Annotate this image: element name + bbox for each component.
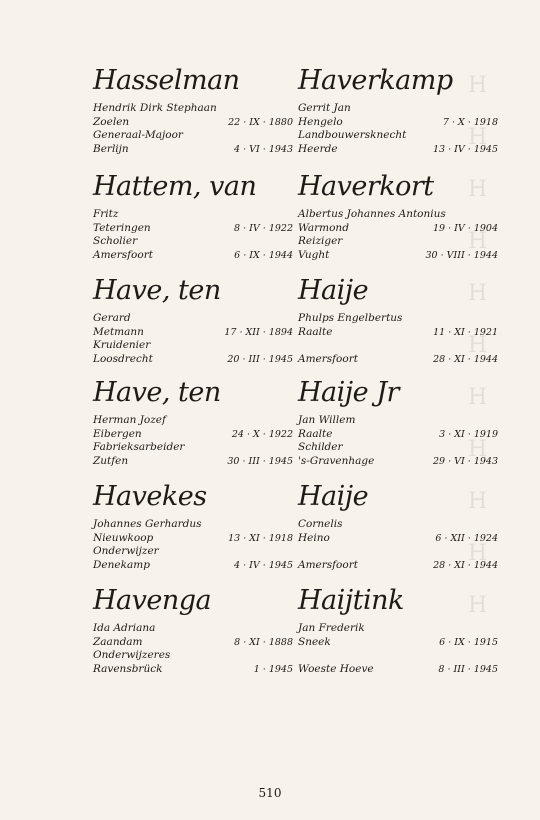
entry-haije-cornelis	[298, 482, 498, 572]
surname-heading: Haijtink	[298, 585, 404, 616]
occupation: Kruidenier	[93, 339, 151, 351]
given-names: Ida Adriana	[93, 622, 156, 634]
occupation: Generaal-Majoor	[93, 129, 183, 141]
birth-date: 17 · XII · 1894	[224, 326, 293, 338]
entry-haverkamp	[298, 66, 498, 156]
death-date: 28 · XI · 1944	[433, 353, 498, 365]
page-number: 510	[258, 786, 282, 800]
occupation: Schilder	[298, 441, 343, 453]
birth-place: Raalte 3 · XI · 1919	[298, 427, 498, 440]
surname-heading: Haije	[298, 275, 369, 306]
birth-date: 6 · XII · 1924	[435, 532, 498, 544]
surname-heading: Haije Jr	[298, 377, 399, 408]
given-names: Jan Frederik	[298, 622, 365, 634]
occupation: Onderwijzer	[93, 545, 159, 557]
given-names: Hendrik Dirk Stephaan	[93, 102, 217, 114]
death-date: 29 · VI · 1943	[433, 455, 498, 467]
death-place: Heerde 13 · IV · 1945	[298, 142, 498, 155]
surname-heading: Hattem, van	[93, 171, 257, 202]
birth-date: 24 · X · 1922	[231, 428, 293, 440]
given-names: Phulps Engelbertus	[298, 312, 403, 324]
occupation: Fabrieksarbeider	[93, 441, 185, 453]
death-date: 30 · VIII · 1944	[425, 249, 498, 261]
given-names: Albertus Johannes Antonius	[298, 208, 446, 220]
death-place: Denekamp 4 · IV · 1945	[93, 558, 293, 571]
death-place: Vught 30 · VIII · 1944	[298, 248, 498, 261]
birth-date: 11 · XI · 1921	[433, 326, 498, 338]
birth-place: Zaandam 8 · XI · 1888	[93, 635, 293, 648]
death-place: 's-Gravenhage 29 · VI · 1943	[298, 454, 498, 467]
occupation	[298, 545, 498, 559]
entry-hasselman	[93, 66, 293, 156]
birth-place: Warmond 19 · IV · 1904	[298, 221, 498, 234]
birth-date: 13 · XI · 1918	[228, 532, 293, 544]
death-date: 20 · III · 1945	[227, 353, 293, 365]
death-date: 28 · XI · 1944	[433, 559, 498, 571]
death-place: Woeste Hoeve 8 · III · 1945	[298, 662, 498, 675]
surname-heading: Have, ten	[93, 377, 221, 408]
surname-heading: Haije	[298, 481, 369, 512]
birth-date: 8 · XI · 1888	[234, 636, 293, 648]
death-date: 4 · VI · 1943	[234, 143, 293, 155]
entry-haije-phulps	[298, 276, 498, 366]
surname-heading: Hasselman	[93, 65, 240, 96]
occupation	[298, 339, 498, 353]
surname-heading: Havenga	[93, 585, 212, 616]
death-place: Amersfoort 28 · XI · 1944	[298, 558, 498, 571]
occupation	[298, 649, 498, 663]
entry-have-ten-herman	[93, 378, 293, 468]
given-names: Gerard	[93, 312, 131, 324]
birth-place: Raalte 11 · XI · 1921	[298, 325, 498, 338]
birth-place: Heino 6 · XII · 1924	[298, 531, 498, 544]
death-place: Berlijn 4 · VI · 1943	[93, 142, 293, 155]
given-names: Herman Jozef	[93, 414, 166, 426]
death-place: Amersfoort 28 · XI · 1944	[298, 352, 498, 365]
surname-heading: Haverkamp	[298, 65, 453, 96]
death-date: 4 · IV · 1945	[234, 559, 293, 571]
surname-heading: Have, ten	[93, 275, 221, 306]
death-date: 13 · IV · 1945	[433, 143, 498, 155]
birth-place: Teteringen 8 · IV · 1922	[93, 221, 293, 234]
death-date: 8 · III · 1945	[438, 663, 498, 675]
occupation: Landbouwersknecht	[298, 129, 407, 141]
birth-place: Eibergen 24 · X · 1922	[93, 427, 293, 440]
entry-havenga	[93, 586, 293, 676]
birth-place: Metmann 17 · XII · 1894	[93, 325, 293, 338]
occupation: Scholier	[93, 235, 138, 247]
given-names: Jan Willem	[298, 414, 356, 426]
birth-date: 6 · IX · 1915	[439, 636, 498, 648]
given-names: Cornelis	[298, 518, 343, 530]
death-place: Zutfen 30 · III · 1945	[93, 454, 293, 467]
entry-haijtink	[298, 586, 498, 676]
death-date: 6 · IX · 1944	[234, 249, 293, 261]
occupation: Reiziger	[298, 235, 343, 247]
birth-place: Nieuwkoop 13 · XI · 1918	[93, 531, 293, 544]
death-place: Ravensbrück 1 · 1945	[93, 662, 293, 675]
surname-heading: Haverkort	[298, 171, 434, 202]
birth-date: 8 · IV · 1922	[234, 222, 293, 234]
entry-have-ten-gerard	[93, 276, 293, 366]
birth-place: Sneek 6 · IX · 1915	[298, 635, 498, 648]
death-place: Amersfoort 6 · IX · 1944	[93, 248, 293, 261]
given-names: Fritz	[93, 208, 119, 220]
death-date: 1 · 1945	[253, 663, 293, 675]
birth-date: 19 · IV · 1904	[433, 222, 498, 234]
birth-date: 7 · X · 1918	[442, 116, 498, 128]
entry-havekes	[93, 482, 293, 572]
birth-place: Zoelen 22 · IX · 1880	[93, 115, 293, 128]
given-names: Gerrit Jan	[298, 102, 351, 114]
death-date: 30 · III · 1945	[227, 455, 293, 467]
given-names: Johannes Gerhardus	[93, 518, 202, 530]
birth-date: 3 · XI · 1919	[439, 428, 498, 440]
entry-hattem-van	[93, 172, 293, 262]
occupation: Onderwijzeres	[93, 649, 171, 661]
surname-heading: Havekes	[93, 481, 207, 512]
death-place: Loosdrecht 20 · III · 1945	[93, 352, 293, 365]
birth-date: 22 · IX · 1880	[228, 116, 293, 128]
entry-haverkort	[298, 172, 498, 262]
show-through-text: H H H H H H H H H H H	[468, 73, 488, 618]
birth-place: Hengelo 7 · X · 1918	[298, 115, 498, 128]
entry-haije-jr	[298, 378, 498, 468]
